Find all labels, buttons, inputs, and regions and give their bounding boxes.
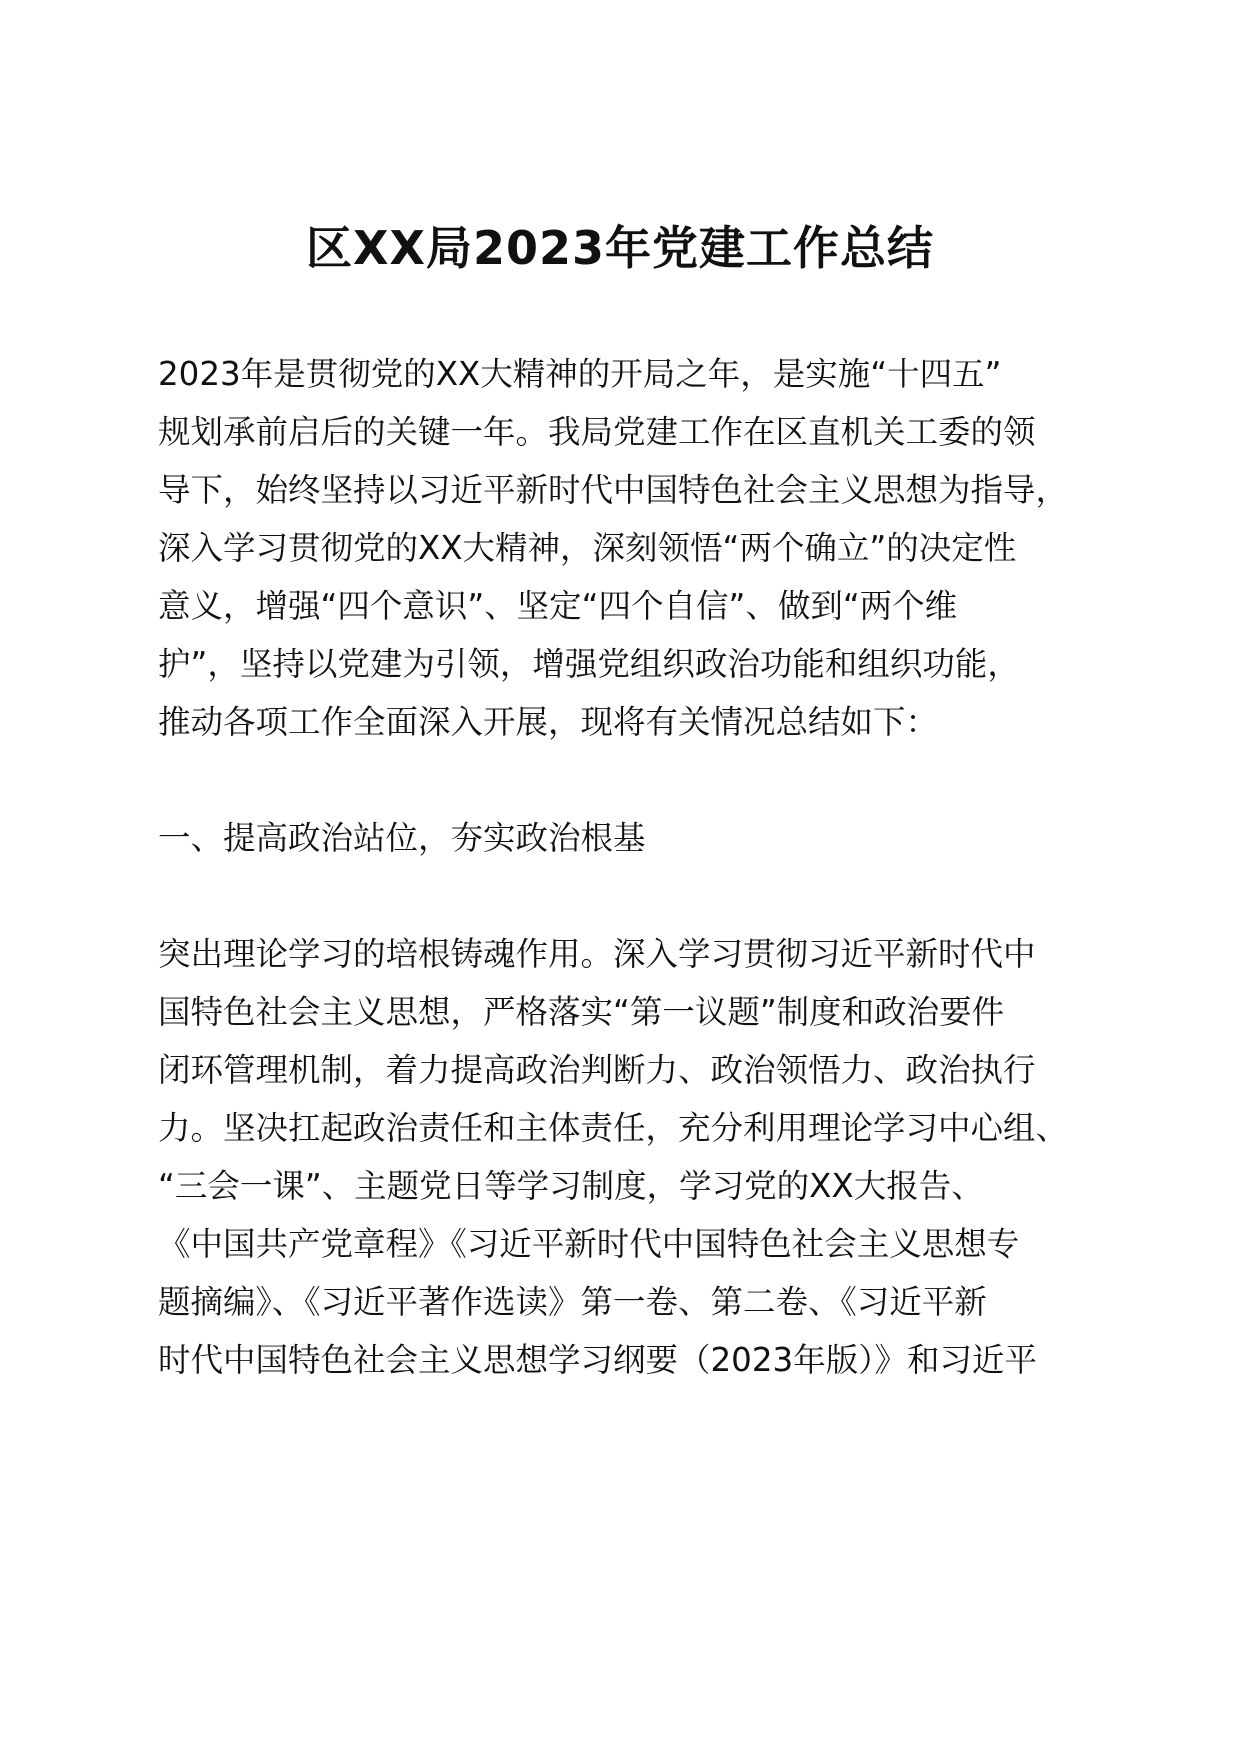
intro-line-2: 规划承前启后的关键一年。我局党建工作在区直机关工委的领 — [158, 413, 1036, 451]
document-title: 区XX局2023年党建工作总结 — [306, 221, 934, 275]
section-line-3: 闭环管理机制，着力提高政治判断力、政治领悟力、政治执行 — [158, 1051, 1036, 1089]
intro-line-5: 意义，增强“四个意识”、坚定“四个自信”、做到“两个维 — [158, 587, 958, 625]
intro-line-3: 导下，始终坚持以习近平新时代中国特色社会主义思想为指导， — [158, 471, 1069, 509]
section-line-2: 国特色社会主义思想，严格落实“第一议题”制度和政治要件 — [158, 993, 1005, 1031]
intro-line-4: 深入学习贯彻党的XX大精神，深刻领悟“两个确立”的决定性 — [158, 529, 1017, 567]
section-line-7: 题摘编》、《习近平著作选读》第一卷、第二卷、《习近平新 — [158, 1283, 987, 1321]
intro-line-1: 2023年是贯彻党的XX大精神的开局之年，是实施“十四五” — [158, 355, 1002, 393]
section-line-6: 《中国共产党章程》《习近平新时代中国特色社会主义思想专 — [158, 1225, 1020, 1263]
intro-line-7: 推动各项工作全面深入开展，现将有关情况总结如下： — [158, 703, 939, 741]
section-line-8: 时代中国特色社会主义思想学习纲要（2023年版）》和习近平 — [158, 1341, 1037, 1379]
section-line-5: “三会一课”、主题党日等学习制度，学习党的XX大报告、 — [158, 1167, 984, 1205]
section-heading: 一、提高政治站位，夯实政治根基 — [158, 819, 646, 857]
intro-line-6: 护”，坚持以党建为引领，增强党组织政治功能和组织功能， — [158, 645, 1020, 683]
section-line-1: 突出理论学习的培根铸魂作用。深入学习贯彻习近平新时代中 — [158, 935, 1036, 973]
section-line-4: 力。坚决扛起政治责任和主体责任，充分利用理论学习中心组、 — [158, 1109, 1069, 1147]
